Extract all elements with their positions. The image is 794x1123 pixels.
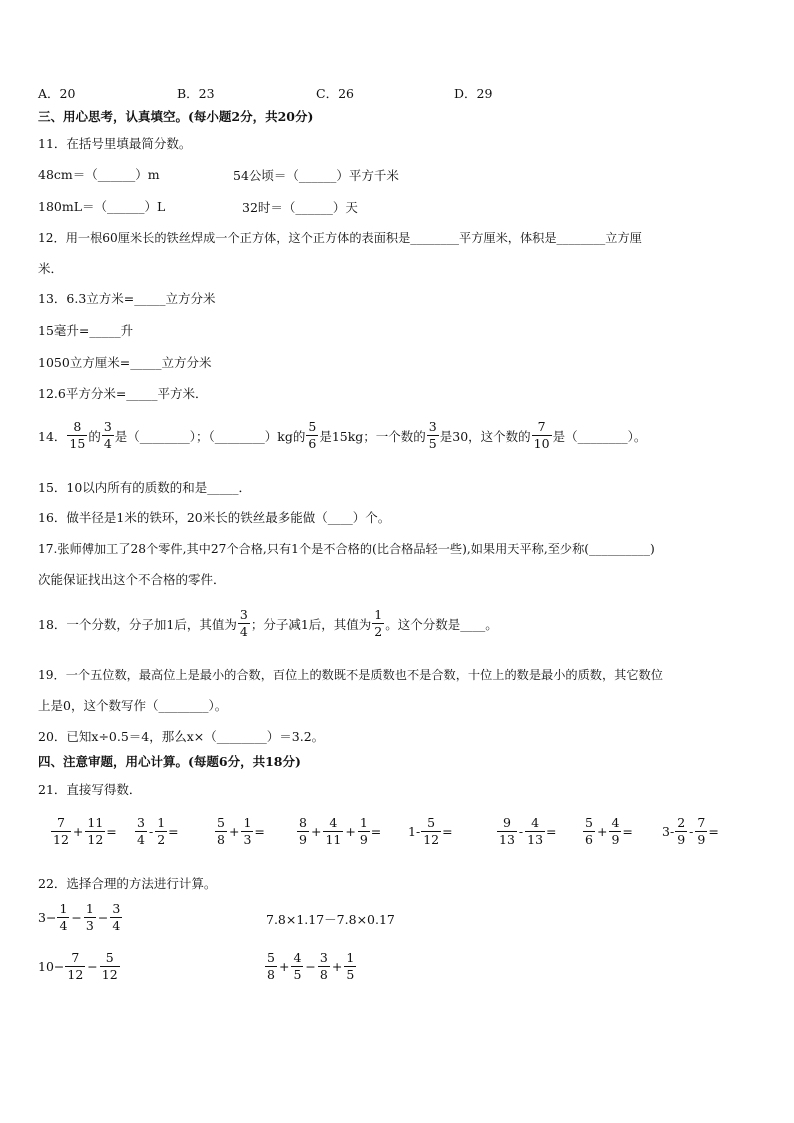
numerator: 2: [677, 815, 686, 830]
q18-text-1: 18．一个分数，分子加1后，其值为: [38, 616, 237, 632]
fraction: [85, 816, 105, 847]
denominator: 3: [243, 832, 252, 847]
numerator: 11: [87, 815, 104, 830]
expression-prefix: 10−: [38, 959, 65, 974]
q20: 20．已知x÷0.5＝4，那么x×（________）＝3.2。: [38, 729, 325, 744]
fraction: [323, 816, 343, 847]
q18-text-3: 。这个分数是____。: [385, 616, 498, 632]
operator: +: [310, 824, 322, 839]
q13-line4: 12.6平方分米=_____平方米．: [38, 386, 208, 401]
numerator: 5: [267, 950, 275, 965]
q11-d: 32时＝（______）天: [242, 200, 358, 215]
equals-sign: =: [254, 824, 265, 839]
denominator: 4: [103, 436, 112, 451]
operator: +: [331, 959, 343, 974]
fraction: [135, 816, 147, 847]
fraction: [675, 816, 687, 847]
numerator: 5: [308, 419, 317, 434]
q11-c: 180mL＝（______）L: [38, 199, 166, 214]
denominator: 4: [59, 918, 68, 933]
section4-title: 四、注意审题，用心计算。(每题6分，共18分): [38, 754, 301, 769]
operator: +: [596, 824, 608, 839]
q14-text-3: 是15kg；一个数的: [319, 428, 426, 444]
fraction: [525, 816, 545, 847]
equals-sign: =: [442, 824, 453, 839]
numerator: 3: [103, 419, 112, 434]
fraction: [297, 816, 309, 847]
expression-prefix: 1-: [408, 824, 421, 839]
q12-line2: 米．: [38, 261, 64, 276]
numerator: 1: [85, 901, 94, 916]
operator: −: [305, 959, 316, 974]
fraction: [57, 902, 69, 933]
q15: 15．10以内所有的质数的和是_____．: [38, 480, 252, 495]
denominator: 11: [325, 832, 342, 847]
numerator: 5: [217, 815, 225, 830]
denominator: 12: [423, 832, 440, 847]
fraction: [583, 816, 595, 847]
expression-prefix: 3−: [38, 910, 57, 925]
numerator: 3: [137, 815, 145, 830]
fraction: [65, 951, 85, 982]
q21-item-3: [214, 816, 265, 847]
q14-text-1: 的: [88, 428, 101, 444]
q21-item-5: [408, 816, 453, 847]
equals-sign: =: [168, 824, 179, 839]
numerator: 7: [71, 950, 80, 965]
fraction: [695, 816, 707, 847]
denominator: 9: [611, 832, 620, 847]
operator: -: [518, 824, 524, 839]
q14-text-4: 是30，这个数的: [439, 428, 531, 444]
fraction: [215, 816, 227, 847]
operator: +: [345, 824, 356, 839]
numerator: 4: [329, 815, 338, 830]
q22-expression-3: [38, 951, 121, 982]
q21-item-1: [50, 816, 117, 847]
operator: -: [148, 824, 154, 839]
denominator: 9: [697, 832, 706, 847]
q19-line2: 上是0，这个数写作（________）。: [38, 698, 228, 713]
fraction: [291, 951, 303, 982]
q18-fraction-2: [372, 608, 384, 639]
fraction: [358, 816, 370, 847]
fraction: [497, 816, 517, 847]
numerator: 5: [585, 815, 593, 830]
numerator: 3: [112, 901, 121, 916]
denominator: 8: [217, 832, 225, 847]
numerator: 7: [537, 419, 546, 434]
q14-fraction-3: [306, 420, 318, 451]
q14-fraction-5: [532, 420, 552, 451]
equals-sign: =: [622, 824, 633, 839]
denominator: 9: [299, 832, 307, 847]
operator: −: [97, 910, 109, 925]
q19-line1: 19．一个五位数，最高位上是最小的合数，百位上的数既不是质数也不是合数，十位上的数是最小的质数，其它数位: [38, 668, 663, 682]
q18: [38, 608, 498, 639]
fraction: [84, 902, 96, 933]
q22-expression-2: 7.8×1.17－7.8×0.17: [266, 912, 395, 927]
q22-stem: 22．选择合理的方法进行计算。: [38, 876, 217, 891]
numerator: 7: [697, 815, 706, 830]
q14-fraction-4: [427, 420, 439, 451]
q14: [38, 420, 646, 451]
choice-d: D．29: [454, 86, 493, 101]
denominator: 10: [533, 436, 550, 451]
equals-sign: =: [106, 824, 117, 839]
q18-text-2: ；分子减1后，其值为: [250, 616, 372, 632]
q16: 16．做半径是1米的铁环，20米长的铁丝最多能做（____）个。: [38, 510, 391, 525]
q13-line3: 1050立方厘米=_____立方分米: [38, 355, 212, 370]
q21-item-2: [134, 816, 179, 847]
denominator: 2: [157, 832, 166, 847]
q11-b: 54公顷＝（______）平方千米: [233, 168, 399, 183]
choice-c: C．26: [316, 86, 354, 101]
numerator: 7: [56, 815, 65, 830]
q13-line1: 13．6.3立方米=_____立方分米: [38, 291, 216, 306]
numerator: 1: [157, 815, 166, 830]
fraction: [110, 902, 122, 933]
fraction: [51, 816, 71, 847]
denominator: 13: [527, 832, 544, 847]
q13-line2: 15毫升=_____升: [38, 323, 134, 338]
denominator: 6: [585, 832, 593, 847]
numerator: 1: [374, 607, 383, 622]
q22-expression-4: [264, 951, 357, 982]
q18-fraction-1: [238, 608, 250, 639]
q11-stem: 11．在括号里填最简分数。: [38, 136, 192, 151]
numerator: 8: [73, 419, 82, 434]
numerator: 3: [239, 607, 248, 622]
fraction: [344, 951, 356, 982]
numerator: 1: [243, 815, 252, 830]
q14-fraction-2: [102, 420, 114, 451]
numerator: 8: [299, 815, 307, 830]
numerator: 1: [59, 901, 68, 916]
denominator: 8: [319, 967, 328, 982]
operator: +: [228, 824, 240, 839]
fraction: [241, 816, 253, 847]
q14-fraction-1: [67, 420, 87, 451]
denominator: 15: [69, 436, 86, 451]
denominator: 4: [112, 918, 121, 933]
denominator: 12: [53, 832, 69, 847]
fraction: [100, 951, 120, 982]
denominator: 9: [359, 832, 368, 847]
denominator: 3: [85, 918, 94, 933]
denominator: 5: [346, 967, 355, 982]
operator: +: [72, 824, 84, 839]
q21-item-6: [496, 816, 557, 847]
denominator: 6: [308, 436, 317, 451]
operator: -: [689, 824, 694, 839]
fraction: [421, 816, 441, 847]
fraction: [609, 816, 621, 847]
numerator: 4: [611, 815, 620, 830]
operator: −: [87, 959, 98, 974]
denominator: 5: [293, 967, 302, 982]
numerator: 1: [359, 815, 368, 830]
equals-sign: =: [546, 824, 557, 839]
q22-expression-1: [38, 902, 123, 933]
denominator: 8: [267, 967, 275, 982]
equals-sign: =: [708, 824, 719, 839]
numerator: 3: [319, 950, 328, 965]
q21-item-8: [662, 816, 719, 847]
q21-item-4: [296, 816, 381, 847]
denominator: 12: [101, 967, 118, 982]
q14-text-2: 是（________）；（________）kg的: [114, 428, 306, 444]
section3-title: 三、用心思考，认真填空。(每小题2分，共20分): [38, 109, 314, 124]
operator: −: [71, 910, 82, 925]
numerator: 1: [346, 950, 355, 965]
fraction: [155, 816, 167, 847]
q21-stem: 21．直接写得数．: [38, 782, 142, 797]
fraction: [265, 951, 277, 982]
q21-item-7: [582, 816, 633, 847]
choice-b: B．23: [177, 86, 215, 101]
q17-line2: 次能保证找出这个不合格的零件．: [38, 572, 226, 587]
denominator: 9: [677, 832, 686, 847]
numerator: 3: [428, 419, 437, 434]
q12-line1: 12．用一根60厘米长的铁丝焊成一个正方体，这个正方体的表面积是________平方厘米，体积是________立方厘: [38, 231, 642, 245]
q14-prefix: 14．: [38, 428, 67, 444]
numerator: 5: [427, 815, 436, 830]
choice-a: A．20: [38, 86, 76, 101]
denominator: 4: [239, 624, 248, 639]
numerator: 5: [105, 950, 114, 965]
numerator: 4: [531, 815, 540, 830]
denominator: 12: [67, 967, 84, 982]
q17-line1: 17.张师傅加工了28个零件,其中27个合格,只有1个是不合格的(比合格品轻一些),如果用天平称,至少称(__________): [38, 542, 655, 556]
numerator: 4: [293, 950, 302, 965]
equals-sign: =: [370, 824, 382, 839]
denominator: 2: [374, 624, 383, 639]
q14-text-5: 是（________）。: [552, 428, 647, 444]
denominator: 4: [137, 832, 145, 847]
fraction: [318, 951, 330, 982]
numerator: 9: [502, 815, 511, 830]
expression-prefix: 3-: [662, 824, 675, 839]
denominator: 12: [87, 832, 104, 847]
operator: +: [278, 959, 290, 974]
denominator: 13: [499, 832, 515, 847]
denominator: 5: [428, 436, 437, 451]
q11-a: 48cm＝（______）m: [38, 167, 160, 182]
